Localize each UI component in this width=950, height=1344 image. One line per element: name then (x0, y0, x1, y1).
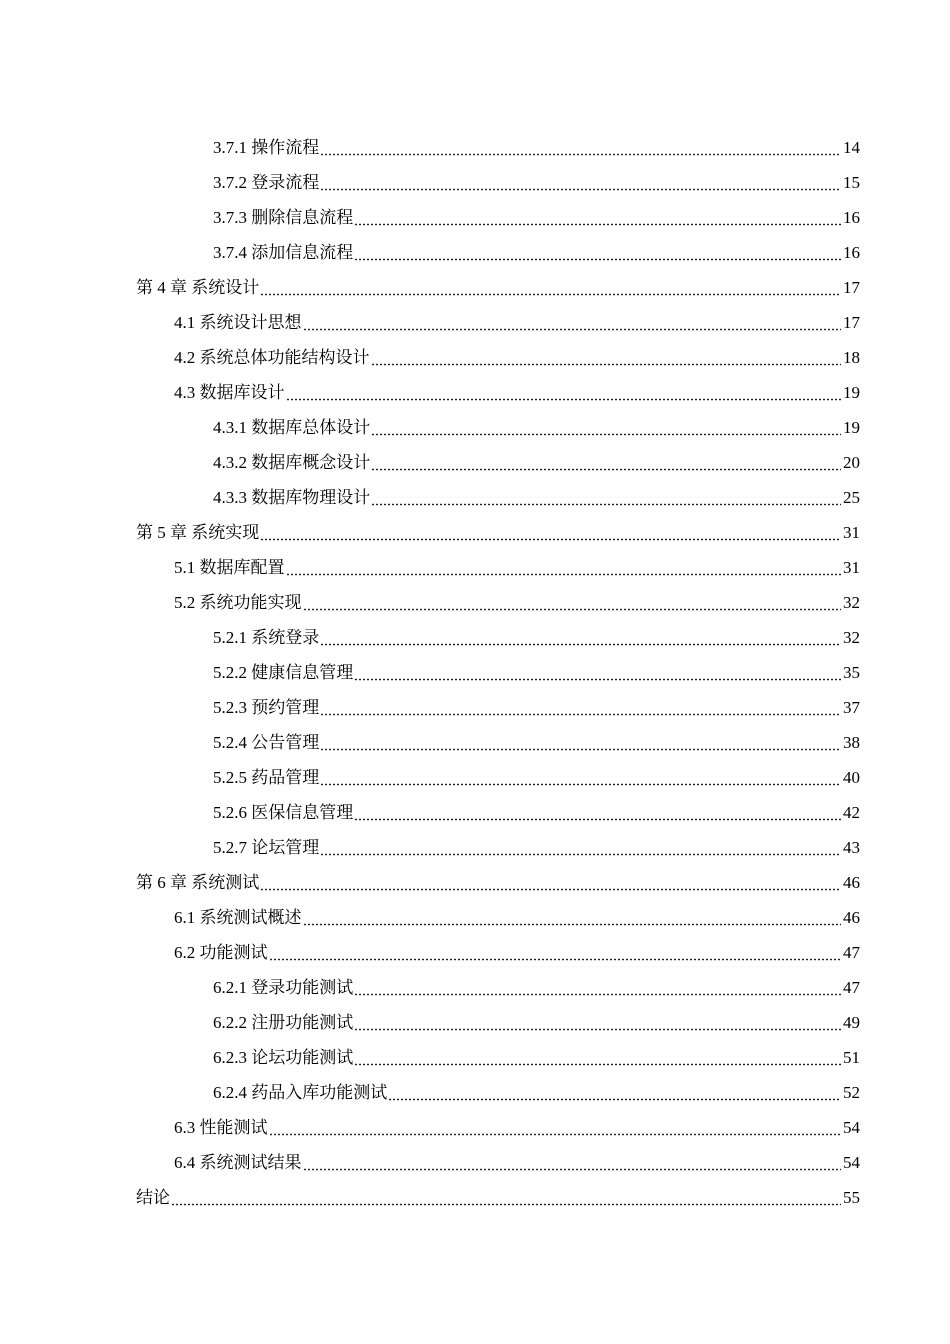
table-of-contents (0, 130, 950, 1215)
toc-entry[interactable] (0, 550, 950, 585)
toc-entry-title: 6.4 系统测试结果 (174, 1152, 302, 1172)
toc-entry[interactable] (0, 270, 950, 305)
toc-dot-leader (388, 1083, 841, 1103)
toc-entry[interactable] (0, 620, 950, 655)
toc-dot-leader (303, 593, 842, 613)
toc-dot-leader (371, 418, 841, 438)
toc-entry-title: 4.3.1 数据库总体设计 (213, 417, 371, 437)
toc-entry[interactable] (0, 1180, 950, 1215)
toc-dot-leader (171, 1188, 841, 1208)
toc-entry-title: 3.7.1 操作流程 (213, 137, 320, 157)
toc-dot-leader (354, 803, 841, 823)
toc-dot-leader (354, 1048, 841, 1068)
toc-page-number: 16 (843, 207, 860, 227)
toc-entry[interactable] (0, 830, 950, 865)
toc-dot-leader (320, 838, 841, 858)
toc-entry-title: 5.2.3 预约管理 (213, 697, 320, 717)
toc-page-number: 46 (843, 872, 860, 892)
toc-dot-leader (269, 1118, 842, 1138)
toc-page-number: 17 (843, 312, 860, 332)
toc-entry[interactable] (0, 655, 950, 690)
toc-dot-leader (354, 243, 841, 263)
toc-dot-leader (320, 733, 841, 753)
toc-entry-title: 6.2.1 登录功能测试 (213, 977, 354, 997)
toc-entry-title: 5.2.5 药品管理 (213, 767, 320, 787)
toc-dot-leader (354, 663, 841, 683)
toc-dot-leader (371, 348, 842, 368)
toc-page-number: 47 (843, 977, 860, 997)
toc-entry-title: 5.2.4 公告管理 (213, 732, 320, 752)
toc-entry-title: 6.2.3 论坛功能测试 (213, 1047, 354, 1067)
toc-entry[interactable] (0, 515, 950, 550)
toc-entry[interactable] (0, 165, 950, 200)
toc-entry-title: 5.1 数据库配置 (174, 557, 285, 577)
toc-page-number: 19 (843, 417, 860, 437)
toc-page-number: 17 (843, 277, 860, 297)
toc-page-number: 40 (843, 767, 860, 787)
toc-entry-title: 6.1 系统测试概述 (174, 907, 302, 927)
toc-page-number: 20 (843, 452, 860, 472)
toc-dot-leader (320, 698, 841, 718)
toc-entry-title: 3.7.3 删除信息流程 (213, 207, 354, 227)
toc-entry-title: 3.7.4 添加信息流程 (213, 242, 354, 262)
toc-entry[interactable] (0, 1040, 950, 1075)
toc-dot-leader (371, 453, 841, 473)
toc-dot-leader (260, 523, 841, 543)
toc-dot-leader (354, 208, 841, 228)
toc-entry-title: 结论 (136, 1187, 170, 1207)
toc-page-number: 15 (843, 172, 860, 192)
toc-entry[interactable] (0, 865, 950, 900)
toc-entry-title: 6.2.4 药品入库功能测试 (213, 1082, 388, 1102)
toc-entry[interactable] (0, 235, 950, 270)
toc-page-number: 49 (843, 1012, 860, 1032)
toc-page-number: 16 (843, 242, 860, 262)
toc-dot-leader (286, 558, 842, 578)
toc-entry-title: 5.2.1 系统登录 (213, 627, 320, 647)
toc-entry[interactable] (0, 410, 950, 445)
toc-entry-title: 6.2.2 注册功能测试 (213, 1012, 354, 1032)
toc-page-number: 37 (843, 697, 860, 717)
toc-entry-title: 5.2.7 论坛管理 (213, 837, 320, 857)
toc-page-number: 46 (843, 907, 860, 927)
toc-entry[interactable] (0, 760, 950, 795)
toc-dot-leader (371, 488, 841, 508)
toc-entry[interactable] (0, 305, 950, 340)
toc-entry[interactable] (0, 585, 950, 620)
toc-dot-leader (269, 943, 842, 963)
toc-entry-title: 5.2 系统功能实现 (174, 592, 302, 612)
toc-entry[interactable] (0, 1145, 950, 1180)
toc-entry-title: 6.3 性能测试 (174, 1117, 268, 1137)
toc-page-number: 51 (843, 1047, 860, 1067)
toc-page-number: 55 (843, 1187, 860, 1207)
toc-entry-title: 6.2 功能测试 (174, 942, 268, 962)
toc-entry[interactable] (0, 445, 950, 480)
toc-page-number: 18 (843, 347, 860, 367)
toc-entry[interactable] (0, 795, 950, 830)
toc-entry-title: 4.2 系统总体功能结构设计 (174, 347, 370, 367)
toc-page-number: 32 (843, 592, 860, 612)
toc-entry[interactable] (0, 970, 950, 1005)
toc-entry[interactable] (0, 375, 950, 410)
toc-dot-leader (260, 873, 841, 893)
toc-page-number: 31 (843, 522, 860, 542)
toc-page-number: 47 (843, 942, 860, 962)
toc-page-number: 43 (843, 837, 860, 857)
toc-entry-title: 4.3.2 数据库概念设计 (213, 452, 371, 472)
toc-entry[interactable] (0, 690, 950, 725)
toc-entry-title: 4.3 数据库设计 (174, 382, 285, 402)
toc-entry[interactable] (0, 480, 950, 515)
toc-entry-title: 3.7.2 登录流程 (213, 172, 320, 192)
toc-dot-leader (320, 138, 841, 158)
toc-entry[interactable] (0, 340, 950, 375)
toc-entry[interactable] (0, 1075, 950, 1110)
toc-entry-title: 4.1 系统设计思想 (174, 312, 302, 332)
toc-entry-title: 第 4 章 系统设计 (136, 277, 260, 297)
toc-entry-title: 5.2.6 医保信息管理 (213, 802, 354, 822)
toc-page-number: 31 (843, 557, 860, 577)
toc-dot-leader (320, 768, 841, 788)
toc-entry[interactable] (0, 935, 950, 970)
toc-dot-leader (354, 1013, 841, 1033)
toc-page-number: 19 (843, 382, 860, 402)
toc-dot-leader (320, 173, 841, 193)
toc-entry[interactable] (0, 1005, 950, 1040)
toc-page-number: 54 (843, 1117, 860, 1137)
toc-entry-title: 第 5 章 系统实现 (136, 522, 260, 542)
toc-entry[interactable] (0, 130, 950, 165)
toc-page-number: 52 (843, 1082, 860, 1102)
toc-entry-title: 第 6 章 系统测试 (136, 872, 260, 892)
toc-page-number: 14 (843, 137, 860, 157)
toc-entry[interactable] (0, 200, 950, 235)
toc-dot-leader (303, 908, 842, 928)
toc-entry[interactable] (0, 725, 950, 760)
toc-entry-title: 4.3.3 数据库物理设计 (213, 487, 371, 507)
toc-entry[interactable] (0, 1110, 950, 1145)
toc-page-number: 32 (843, 627, 860, 647)
toc-page-number: 54 (843, 1152, 860, 1172)
toc-entry[interactable] (0, 900, 950, 935)
toc-dot-leader (354, 978, 841, 998)
toc-dot-leader (303, 1153, 842, 1173)
toc-page-number: 35 (843, 662, 860, 682)
toc-page-number: 25 (843, 487, 860, 507)
toc-dot-leader (303, 313, 842, 333)
toc-entry-title: 5.2.2 健康信息管理 (213, 662, 354, 682)
toc-dot-leader (286, 383, 842, 403)
toc-page-number: 42 (843, 802, 860, 822)
toc-dot-leader (260, 278, 841, 298)
toc-dot-leader (320, 628, 841, 648)
toc-page-number: 38 (843, 732, 860, 752)
